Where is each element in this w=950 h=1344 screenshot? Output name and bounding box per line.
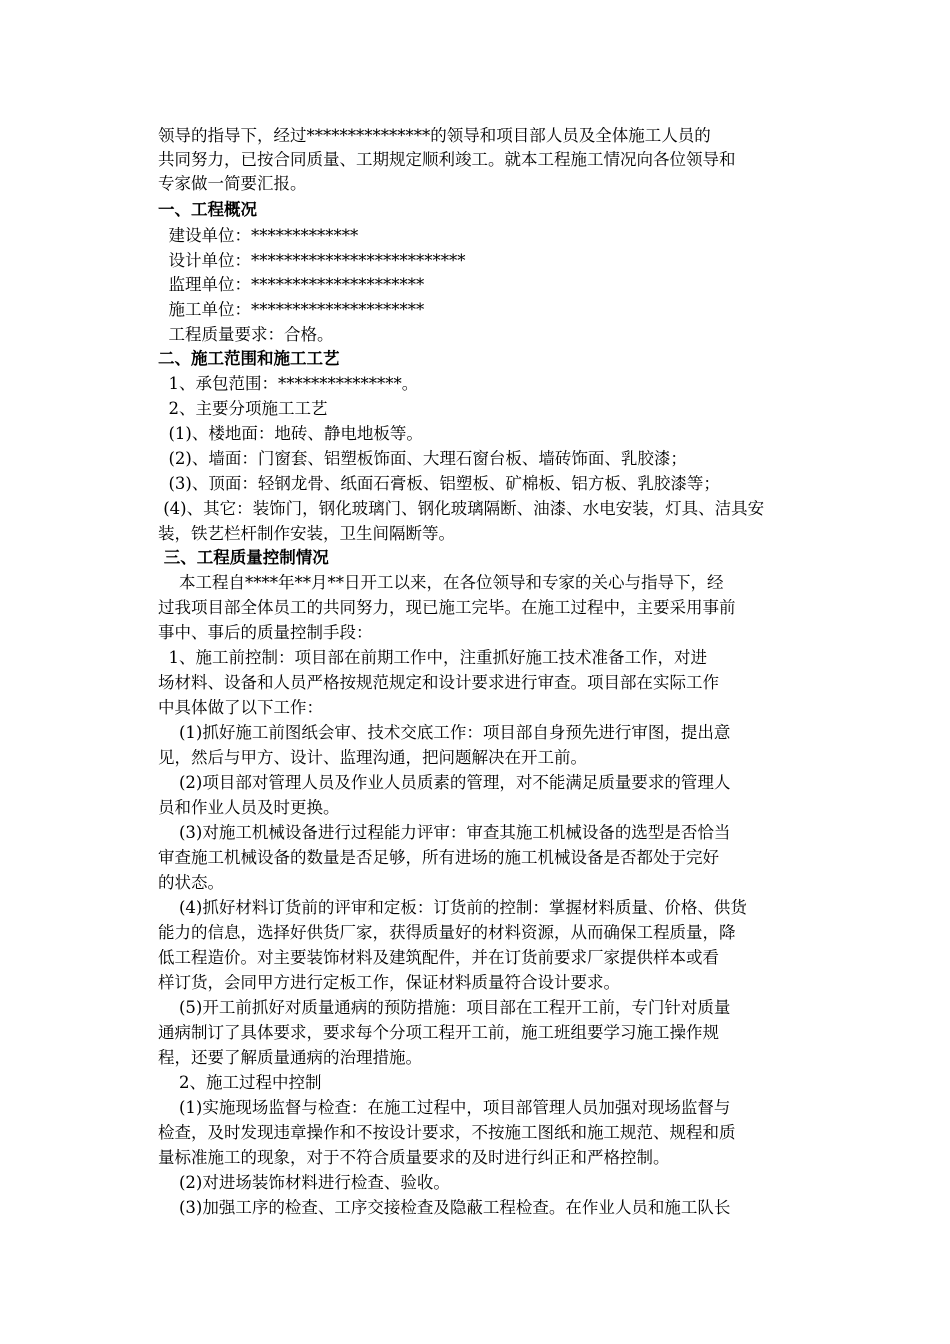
body-text-line: 2、主要分项施工工艺 [158,399,328,418]
body-text-line: 能力的信息，选择好供货厂家，获得质量好的材料资源，从而确保工程质量，降 [158,923,736,942]
body-text-line: 过我项目部全体员工的共同努力，现已施工完毕。在施工过程中，主要采用事前 [158,598,736,617]
body-text-line: (1)实施现场监督与检查：在施工过程中，项目部管理人员加强对现场监督与 [158,1098,731,1117]
body-text-line: 事中、事后的质量控制手段： [158,623,373,642]
section-heading-scope: 二、施工范围和施工工艺 [158,349,340,368]
body-text-line: 共同努力，已按合同质量、工期规定顺利竣工。就本工程施工情况向各位领导和 [158,150,736,169]
body-text-line: 建设单位：************* [158,226,359,245]
body-text-line: 领导的指导下，经过***************的领导和项目部人员及全体施工人员的 [158,126,711,145]
body-text-line: 通病制订了具体要求，要求每个分项工程开工前，施工班组要学习施工操作规 [158,1023,719,1042]
body-text-line: 专家做一简要汇报。 [158,174,307,193]
body-text-line: 员和作业人员及时更换。 [158,798,340,817]
body-text-line: 的状态。 [158,873,224,892]
body-text-line: 工程质量要求：合格。 [158,325,334,344]
body-text-line: 见，然后与甲方、设计、监理沟通，把问题解决在开工前。 [158,748,587,767]
body-text-line: (2)对进场装饰材料进行检查、验收。 [158,1173,450,1192]
body-text-line: 2、施工过程中控制 [158,1073,322,1092]
body-text-line: 中具体做了以下工作： [158,698,323,717]
body-text-line: (2)、墙面：门窗套、铝塑板饰面、大理石窗台板、墙砖饰面、乳胶漆； [158,449,687,468]
body-text-line: (3)加强工序的检查、工序交接检查及隐蔽工程检查。在作业人员和施工队长 [158,1198,731,1217]
body-text-line: 量标准施工的现象，对于不符合质量要求的及时进行纠正和严格控制。 [158,1148,670,1167]
body-text-line: 监理单位：********************* [158,275,425,294]
body-text-line: 低工程造价。对主要装饰材料及建筑配件，并在订货前要求厂家提供样本或看 [158,948,719,967]
body-text-line: 审查施工机械设备的数量是否足够，所有进场的施工机械设备是否都处于完好 [158,848,719,867]
body-text-line: (4)抓好材料订货前的评审和定板：订货前的控制：掌握材料质量、价格、供货 [158,898,747,917]
body-text-line: (3)对施工机械设备进行过程能力评审：审查其施工机械设备的选型是否恰当 [158,823,731,842]
body-text-line: (1)抓好施工前图纸会审、技术交底工作：项目部自身预先进行审图，提出意 [158,723,731,742]
body-text-line: 施工单位：********************* [158,300,425,319]
body-text-line: 本工程自****年**月**日开工以来，在各位领导和专家的关心与指导下，经 [158,573,724,592]
body-text-line: 1、施工前控制：项目部在前期工作中，注重抓好施工技术准备工作，对进 [158,648,707,667]
body-text-line: 程，还要了解质量通病的治理措施。 [158,1048,422,1067]
body-text-line: 检查，及时发现违章操作和不按设计要求，不按施工图纸和施工规范、规程和质 [158,1123,736,1142]
body-text-line: (2)项目部对管理人员及作业人员质素的管理，对不能满足质量要求的管理人 [158,773,731,792]
body-text-line: 样订货，会同甲方进行定板工作，保证材料质量符合设计要求。 [158,973,620,992]
body-text-line: (3)、顶面：轻钢龙骨、纸面石膏板、铝塑板、矿棉板、铝方板、乳胶漆等； [158,474,720,493]
section-heading-overview: 一、工程概况 [158,200,257,219]
body-text-line: 设计单位：************************** [158,251,466,270]
body-text-line: 场材料、设备和人员严格按规范规定和设计要求进行审查。项目部在实际工作 [158,673,719,692]
body-text-line: (4)、其它：装饰门，钢化玻璃门、钢化玻璃隔断、油漆、水电安装，灯具、洁具安 [158,499,765,518]
body-text-line: (1)、楼地面：地砖、静电地板等。 [158,424,423,443]
body-text-line: (5)开工前抓好对质量通病的预防措施：项目部在工程开工前，专门针对质量 [158,998,731,1017]
body-text-line: 装，铁艺栏杆制作安装，卫生间隔断等。 [158,524,455,543]
section-heading-quality: 三、工程质量控制情况 [158,548,329,567]
body-text-line: 1、承包范围：***************。 [158,374,419,393]
